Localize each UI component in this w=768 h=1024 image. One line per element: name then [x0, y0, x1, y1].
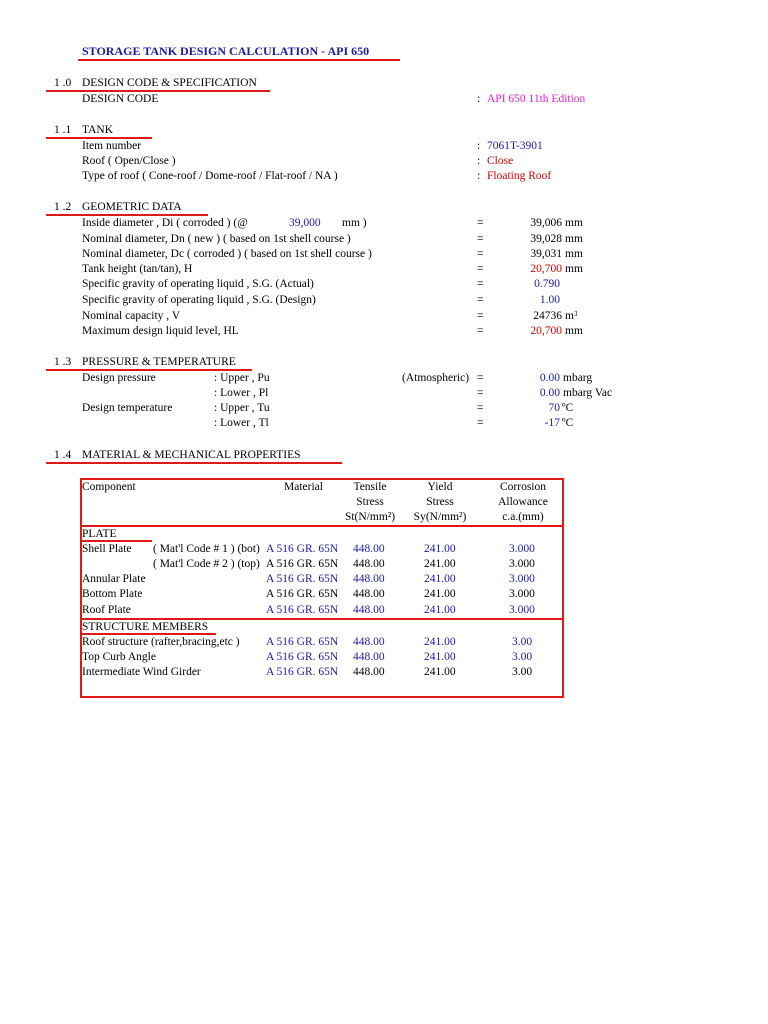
plate-row-1-yield: 241.00 [424, 558, 456, 570]
plate-row-4-yield: 241.00 [424, 604, 456, 616]
pressure-upper-value: 0.00 [539, 372, 560, 384]
nominal-capacity-unit: $m^3$ [565, 310, 578, 322]
nominal-capacity-label: Nominal capacity , V [82, 310, 181, 322]
section-1-4-underline [46, 462, 342, 464]
sg-actual-value: 0.790 [534, 278, 560, 290]
header-yield-2: Stress [426, 496, 454, 508]
plate-row-0-component: Shell Plate [82, 543, 132, 555]
structure-row-1-tensile: 448.00 [353, 651, 385, 663]
structure-row-1-yield: 241.00 [424, 651, 456, 663]
nominal-diameter-corroded-value: 39,031 [530, 248, 562, 260]
temperature-lower-value: -17 [544, 417, 560, 429]
item-number-label: Item number [82, 140, 142, 152]
roof-type-colon: : [477, 170, 481, 182]
title-underline [78, 59, 400, 61]
pressure-lower-value: 0.00 [539, 387, 560, 399]
temperature-upper-value: 70 [548, 402, 560, 414]
max-liquid-level-unit: mm [565, 325, 583, 337]
inside-diameter-unit: mm ) [342, 217, 367, 229]
nominal-capacity-value: 24736 [533, 310, 562, 322]
structure-row-0-ca: 3.00 [512, 636, 533, 648]
temperature-lower-unit: ºC [562, 417, 574, 429]
header-tensile-2: Stress [356, 496, 384, 508]
section-1-4-number: 1 .4 [54, 449, 72, 461]
pressure-lower-label: : Lower , Pl [214, 387, 269, 399]
design-code-colon: : [477, 93, 481, 105]
nominal-diameter-new-value: 39,028 [530, 233, 562, 245]
design-code-label: DESIGN CODE [82, 93, 159, 105]
tank-height-unit: mm [565, 263, 583, 275]
plate-title: PLATE [82, 528, 117, 540]
pressure-lower-unit: mbarg Vac [563, 387, 613, 399]
header-component: Component [82, 481, 136, 493]
header-tensile-1: Tensile [353, 481, 387, 493]
plate-row-2-yield: 241.00 [424, 573, 456, 585]
structure-row-1-material: A 516 GR. 65N [266, 651, 339, 663]
structure-row-0-tensile: 448.00 [353, 636, 385, 648]
sg-design-value: 1.00 [539, 294, 560, 306]
tank-height-label: Tank height (tan/tan), H [82, 263, 193, 275]
plate-row-0-ca: 3.000 [509, 543, 535, 555]
tank-height-eq: = [477, 263, 484, 275]
temperature-lower-label: : Lower , Tl [214, 417, 269, 429]
pressure-lower-eq: = [477, 387, 484, 399]
structure-row-0-material: A 516 GR. 65N [266, 636, 339, 648]
structure-row-0-component: Roof structure (rafter,bracing,etc ) [82, 636, 240, 648]
header-corrosion-2: Allowance [498, 496, 548, 508]
structure-row-2-ca: 3.00 [512, 666, 533, 678]
plate-row-2-material: A 516 GR. 65N [266, 573, 339, 585]
plate-row-4-material: A 516 GR. 65N [266, 604, 339, 616]
inside-diameter-label: Inside diameter , Di ( corroded ) (@ [82, 217, 248, 229]
inside-diameter-value-unit: mm [565, 217, 583, 229]
design-code-value: API 650 11th Edition [487, 93, 586, 105]
header-material: Material [284, 481, 323, 493]
nominal-capacity-eq: = [477, 310, 484, 322]
header-corrosion-3: c.a.(mm) [502, 511, 544, 523]
structure-row-2-component: Intermediate Wind Girder [82, 666, 201, 678]
plate-row-1-material: A 516 GR. 65N [266, 558, 339, 570]
nominal-diameter-new-unit: mm [565, 233, 583, 245]
plate-row-4-component: Roof Plate [82, 604, 131, 616]
nominal-diameter-new-eq: = [477, 233, 484, 245]
sg-design-eq: = [477, 294, 484, 306]
structure-row-2-material: A 516 GR. 65N [266, 666, 339, 678]
atmospheric-label: (Atmospheric) [402, 372, 470, 384]
inside-diameter-input: 39,000 [289, 217, 321, 229]
nominal-diameter-corroded-unit: mm [565, 248, 583, 260]
section-1-4-heading: MATERIAL & MECHANICAL PROPERTIES [82, 449, 301, 461]
roof-type-label: Type of roof ( Cone-roof / Dome-roof / Flat-roof / NA ) [82, 170, 338, 182]
temperature-upper-unit: ºC [562, 402, 574, 414]
section-1-1-number: 1 .1 [54, 124, 72, 136]
plate-row-1-tensile: 448.00 [353, 558, 385, 570]
nominal-diameter-new-label: Nominal diameter, Dn ( new ) ( based on 1st shell course ) [82, 233, 351, 245]
header-yield-1: Yield [427, 481, 453, 493]
nominal-diameter-corroded-eq: = [477, 248, 484, 260]
plate-row-3-component: Bottom Plate [82, 588, 143, 600]
cube-superscript: 3 [573, 310, 578, 318]
header-corrosion-1: Corrosion [500, 481, 546, 493]
section-1-0-number: 1 .0 [54, 77, 72, 89]
design-pressure-label: Design pressure [82, 372, 156, 384]
plate-row-2-ca: 3.000 [509, 573, 535, 585]
plate-row-0-sub: ( Mat'l Code # 1 ) (bot) [153, 543, 260, 555]
inside-diameter-eq: = [477, 217, 484, 229]
roof-open-close-value: Close [487, 155, 514, 167]
item-number-colon: : [477, 140, 481, 152]
design-temperature-label: Design temperature [82, 402, 173, 414]
section-1-0-heading: DESIGN CODE & SPECIFICATION [82, 77, 257, 89]
roof-type-value: Floating Roof [487, 170, 552, 182]
plate-row-1-ca: 3.000 [509, 558, 535, 570]
sg-design-label: Specific gravity of operating liquid , S.G. (Design) [82, 294, 316, 306]
plate-row-3-material: A 516 GR. 65N [266, 588, 339, 600]
structure-row-2-tensile: 448.00 [353, 666, 385, 678]
plate-row-2-component: Annular Plate [82, 573, 146, 585]
temperature-upper-label: : Upper , Tu [214, 402, 270, 414]
header-yield-3: Sy(N/mm²) [413, 511, 467, 523]
plate-row-0-yield: 241.00 [424, 543, 456, 555]
max-liquid-level-eq: = [477, 325, 484, 337]
pressure-upper-label: : Upper , Pu [214, 372, 270, 384]
pressure-upper-eq: = [477, 372, 484, 384]
section-1-3-heading: PRESSURE & TEMPERATURE [82, 356, 236, 368]
plate-row-1-sub: ( Mat'l Code # 2 ) (top) [153, 558, 260, 570]
structure-row-2-yield: 241.00 [424, 666, 456, 678]
document-title: STORAGE TANK DESIGN CALCULATION - API 650 [82, 44, 370, 58]
roof-open-close-colon: : [477, 155, 481, 167]
plate-row-3-yield: 241.00 [424, 588, 456, 600]
nominal-diameter-corroded-label: Nominal diameter, Dc ( corroded ) ( based on 1st shell course ) [82, 248, 372, 260]
plate-row-4-ca: 3.000 [509, 604, 535, 616]
inside-diameter-value: 39,006 [530, 217, 562, 229]
temperature-lower-eq: = [477, 417, 484, 429]
tank-height-value: 20,700 [530, 263, 562, 275]
plate-row-3-tensile: 448.00 [353, 588, 385, 600]
max-liquid-level-value: 20,700 [530, 325, 562, 337]
structure-row-0-yield: 241.00 [424, 636, 456, 648]
plate-row-3-ca: 3.000 [509, 588, 535, 600]
plate-row-0-material: A 516 GR. 65N [266, 543, 339, 555]
pressure-upper-unit: mbarg [563, 372, 593, 384]
sg-actual-label: Specific gravity of operating liquid , S.G. (Actual) [82, 278, 314, 290]
section-1-3-number: 1 .3 [54, 356, 72, 368]
item-number-value: 7061T-3901 [487, 140, 543, 152]
structure-title: STRUCTURE MEMBERS [82, 621, 209, 633]
plate-row-2-tensile: 448.00 [353, 573, 385, 585]
roof-open-close-label: Roof ( Open/Close ) [82, 155, 176, 167]
structure-row-1-component: Top Curb Angle [82, 651, 156, 663]
plate-row-0-tensile: 448.00 [353, 543, 385, 555]
header-tensile-3: St(N/mm²) [344, 511, 396, 523]
header-divider [80, 525, 562, 527]
max-liquid-level-label: Maximum design liquid level, HL [82, 325, 239, 337]
section-1-2-number: 1 .2 [54, 201, 72, 213]
structure-row-1-ca: 3.00 [512, 651, 533, 663]
section-1-2-heading: GEOMETRIC DATA [82, 201, 182, 213]
sg-actual-eq: = [477, 278, 484, 290]
temperature-upper-eq: = [477, 402, 484, 414]
plate-row-4-tensile: 448.00 [353, 604, 385, 616]
section-1-1-heading: TANK [82, 124, 114, 136]
